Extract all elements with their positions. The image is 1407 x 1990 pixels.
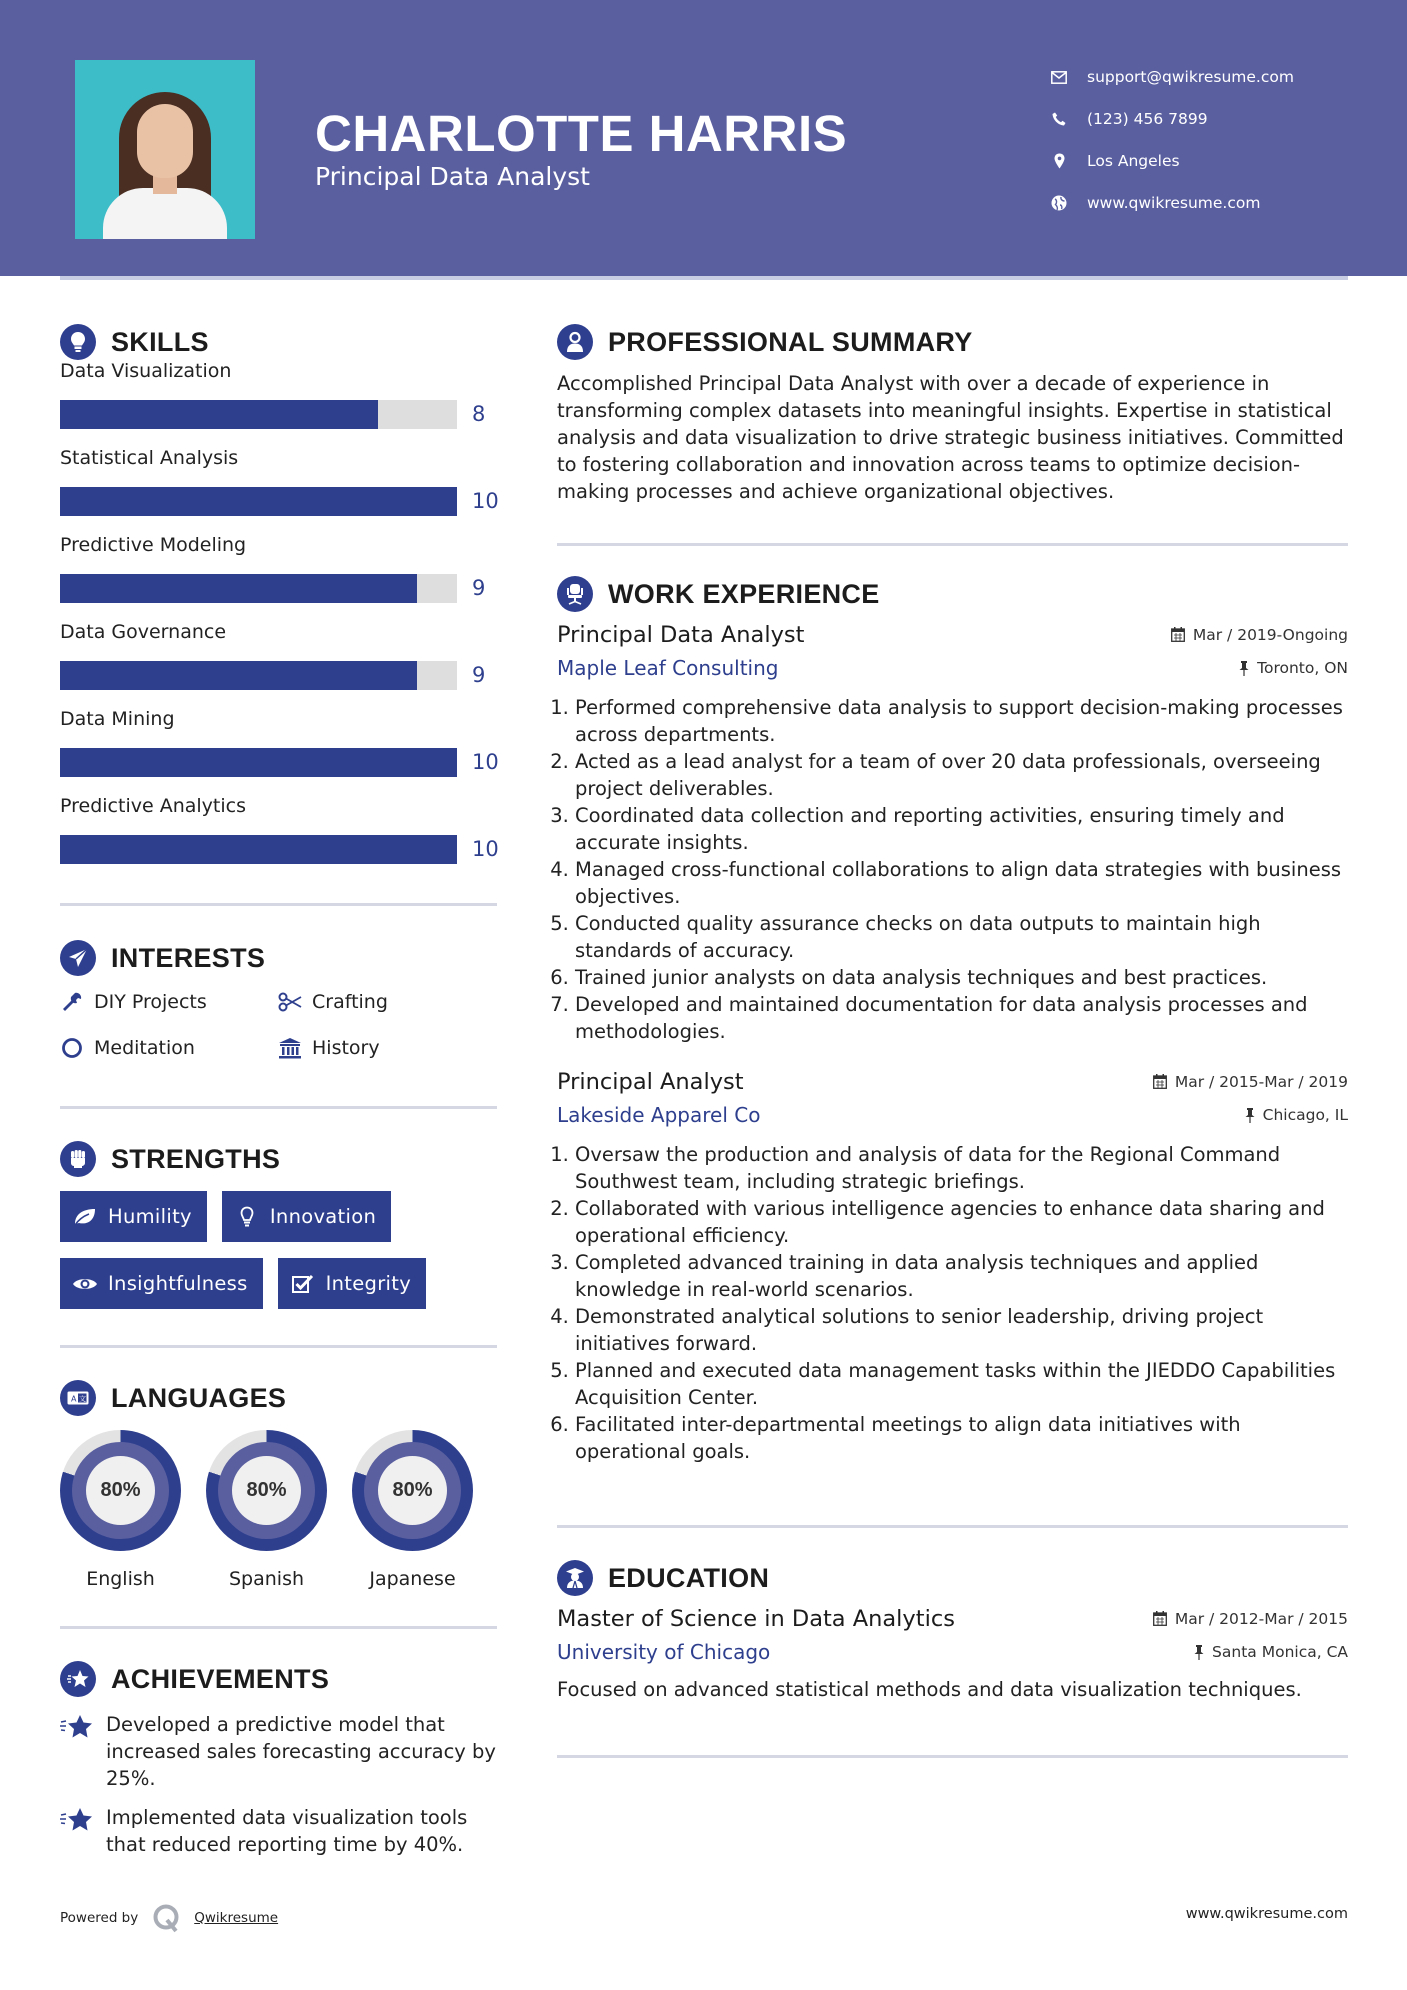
education-section	[557, 1558, 1348, 1703]
school-name: University of Chicago	[557, 1640, 771, 1664]
skill-score: 10	[472, 837, 499, 861]
section-divider	[557, 1525, 1348, 1528]
section-title: ACHIEVEMENTS	[111, 1663, 330, 1694]
section-title: STRENGTHS	[111, 1143, 281, 1174]
section-title: LANGUAGES	[111, 1382, 287, 1413]
job-location: Toronto, ON	[1239, 659, 1348, 677]
section-divider	[60, 1626, 497, 1629]
language-progress-ring: 80%	[206, 1430, 327, 1551]
section-divider	[60, 1106, 497, 1109]
skill-row: Data Mining 10	[60, 704, 497, 791]
education-location: Santa Monica, CA	[1194, 1643, 1348, 1661]
map-pin-icon	[1050, 152, 1068, 170]
job-title: Principal Data Analyst	[557, 622, 805, 648]
language-item: 80% English	[60, 1430, 181, 1590]
education-description: Focused on advanced statistical methods and data visualization techniques.	[557, 1678, 1302, 1701]
section-title: SKILLS	[111, 326, 209, 357]
section-title: WORK EXPERIENCE	[608, 578, 880, 609]
candidate-title: Principal Data Analyst	[315, 162, 590, 191]
translate-icon	[60, 1380, 96, 1416]
job-company: Maple Leaf Consulting	[557, 656, 779, 680]
graduate-icon	[557, 1560, 593, 1596]
job-entry	[557, 622, 1348, 1045]
achievement-item: Implemented data visualization tools that reduced reporting time by 40%.	[60, 1804, 497, 1858]
pushpin-icon	[1194, 1645, 1204, 1660]
job-entry	[557, 1069, 1348, 1465]
footer-website[interactable]: www.qwikresume.com	[1185, 1906, 1348, 1922]
svg-text:文: 文	[79, 1395, 86, 1403]
skill-bar	[60, 487, 457, 516]
lightbulb-icon	[234, 1206, 260, 1228]
skill-score: 10	[472, 750, 499, 774]
strength-chip: Humility	[60, 1191, 207, 1242]
eye-icon	[72, 1273, 98, 1295]
phone-icon	[1050, 110, 1068, 128]
job-bullets: 1. Oversaw the production and analysis of data for the Regional Command Southwest team, including strategic briefings. 2. Collaborated with various intelligence agencies to enhance data sharing and operational efficiency. 3. Completed advanced training in data analysis techniques and applied knowledge in real-world scenarios. 4. Demonstrated analytical solutions to senior leadership, driving project initiatives forward. 5. Planned and executed data management tasks within the JIEDDO Capabilities Acquisition Center. 6. Facilitated inter-departmental meetings to align data initiatives with operational goals.	[557, 1141, 1348, 1465]
museum-icon	[278, 1036, 302, 1060]
skill-row: Predictive Modeling 9	[60, 530, 497, 617]
section-divider	[557, 543, 1348, 546]
star-icon	[60, 1804, 94, 1832]
language-item: 80% Japanese	[352, 1430, 473, 1590]
contact-location: Los Angeles	[1050, 140, 1294, 182]
experience-section	[557, 574, 1348, 1465]
qwikresume-link[interactable]: Qwikresume	[194, 1910, 279, 1926]
candidate-name: CHARLOTTE HARRIS	[315, 105, 848, 162]
profile-photo	[75, 60, 255, 239]
achievements-section	[60, 1659, 497, 1858]
summary-text: Accomplished Principal Data Analyst with over a decade of experience in transforming complex datasets into meaningful insights. Expertise in statistical analysis and data visualization to drive strategic business initiatives. Committed to fostering collaboration and innovation across teams to optimize decision-making processes and achieve organizational objectives.	[557, 372, 1344, 503]
job-company: Lakeside Apparel Co	[557, 1103, 761, 1127]
degree-title: Master of Science in Data Analytics	[557, 1606, 955, 1632]
interest-item: History	[278, 1032, 478, 1064]
languages-section	[60, 1378, 497, 1590]
checkbox-icon	[290, 1273, 316, 1295]
language-progress-ring: 80%	[60, 1430, 181, 1551]
strength-chip: Insightfulness	[60, 1258, 263, 1309]
skill-score: 8	[472, 402, 486, 426]
contact-website[interactable]: www.qwikresume.com	[1050, 182, 1294, 224]
svg-text:A: A	[71, 1394, 77, 1404]
section-divider	[60, 903, 497, 906]
skill-bar	[60, 748, 457, 777]
section-divider	[557, 1755, 1348, 1758]
pushpin-icon	[1245, 1108, 1255, 1123]
strengths-section	[60, 1139, 497, 1309]
star-badge-icon	[60, 1661, 96, 1697]
skill-score: 9	[472, 663, 486, 687]
lightbulb-icon	[60, 324, 96, 360]
skill-bar	[60, 574, 457, 603]
header-divider	[60, 276, 1348, 280]
job-date: Mar / 2015-Mar / 2019	[1153, 1073, 1348, 1091]
user-icon	[557, 324, 593, 360]
skill-row: Data Governance 9	[60, 617, 497, 704]
interest-item: Crafting	[278, 986, 478, 1018]
achievement-item: Developed a predictive model that increased sales forecasting accuracy by 25%.	[60, 1711, 497, 1792]
job-location: Chicago, IL	[1245, 1106, 1348, 1124]
skill-bar	[60, 835, 457, 864]
paper-plane-icon	[60, 940, 96, 976]
skill-score: 9	[472, 576, 486, 600]
skill-row: Data Visualization 8	[60, 356, 497, 443]
contact-list	[1050, 56, 1294, 224]
star-icon	[60, 1711, 94, 1739]
skill-row: Predictive Analytics 10	[60, 791, 497, 878]
section-title: EDUCATION	[608, 1562, 770, 1593]
skill-bar	[60, 661, 457, 690]
pushpin-icon	[1239, 661, 1249, 676]
circle-icon	[60, 1036, 84, 1060]
globe-icon	[1050, 194, 1068, 212]
right-column	[557, 322, 1348, 1758]
calendar-icon	[1153, 1074, 1167, 1089]
skills-section	[60, 322, 497, 878]
fist-icon	[60, 1141, 96, 1177]
office-chair-icon	[557, 576, 593, 612]
interests-section	[60, 938, 497, 1064]
job-date: Mar / 2019-Ongoing	[1171, 626, 1348, 644]
strength-chip: Innovation	[222, 1191, 391, 1242]
scissors-icon	[278, 990, 302, 1014]
section-title: PROFESSIONAL SUMMARY	[608, 326, 973, 357]
calendar-icon	[1153, 1611, 1167, 1626]
skill-bar	[60, 400, 457, 429]
left-column	[60, 322, 497, 1858]
job-title: Principal Analyst	[557, 1069, 744, 1095]
qwikresume-logo-icon	[152, 1903, 182, 1933]
strength-chip: Integrity	[278, 1258, 426, 1309]
powered-by: Powered by Qwikresume	[60, 1903, 278, 1933]
summary-section	[557, 322, 1348, 505]
job-bullets: 1. Performed comprehensive data analysis to support decision-making processes across departments. 2. Acted as a lead analyst for a team of over 20 data professionals, overseeing project deliverables. 3. Coordinated data collection and reporting activities, ensuring timely and accurate insights. 4. Managed cross-functional collaborations to align data strategies with business objectives. 5. Conducted quality assurance checks on data outputs to maintain high standards of accuracy. 6. Trained junior analysts on data analysis techniques and best practices. 7. Developed and maintained documentation for data analysis processes and methodologies.	[557, 694, 1348, 1045]
skill-score: 10	[472, 489, 499, 513]
envelope-icon	[1050, 68, 1068, 86]
resume-header	[0, 0, 1407, 276]
interest-item: Meditation	[60, 1032, 278, 1064]
interest-item: DIY Projects	[60, 986, 278, 1018]
language-item: 80% Spanish	[206, 1430, 327, 1590]
leaf-icon	[72, 1206, 98, 1228]
education-date: Mar / 2012-Mar / 2015	[1153, 1610, 1348, 1628]
language-progress-ring: 80%	[352, 1430, 473, 1551]
contact-email[interactable]: support@qwikresume.com	[1050, 56, 1294, 98]
skill-row: Statistical Analysis 10	[60, 443, 497, 530]
contact-phone[interactable]: (123) 456 7899	[1050, 98, 1294, 140]
section-divider	[60, 1345, 497, 1348]
wrench-icon	[60, 990, 84, 1014]
calendar-icon	[1171, 627, 1185, 642]
section-title: INTERESTS	[111, 942, 266, 973]
